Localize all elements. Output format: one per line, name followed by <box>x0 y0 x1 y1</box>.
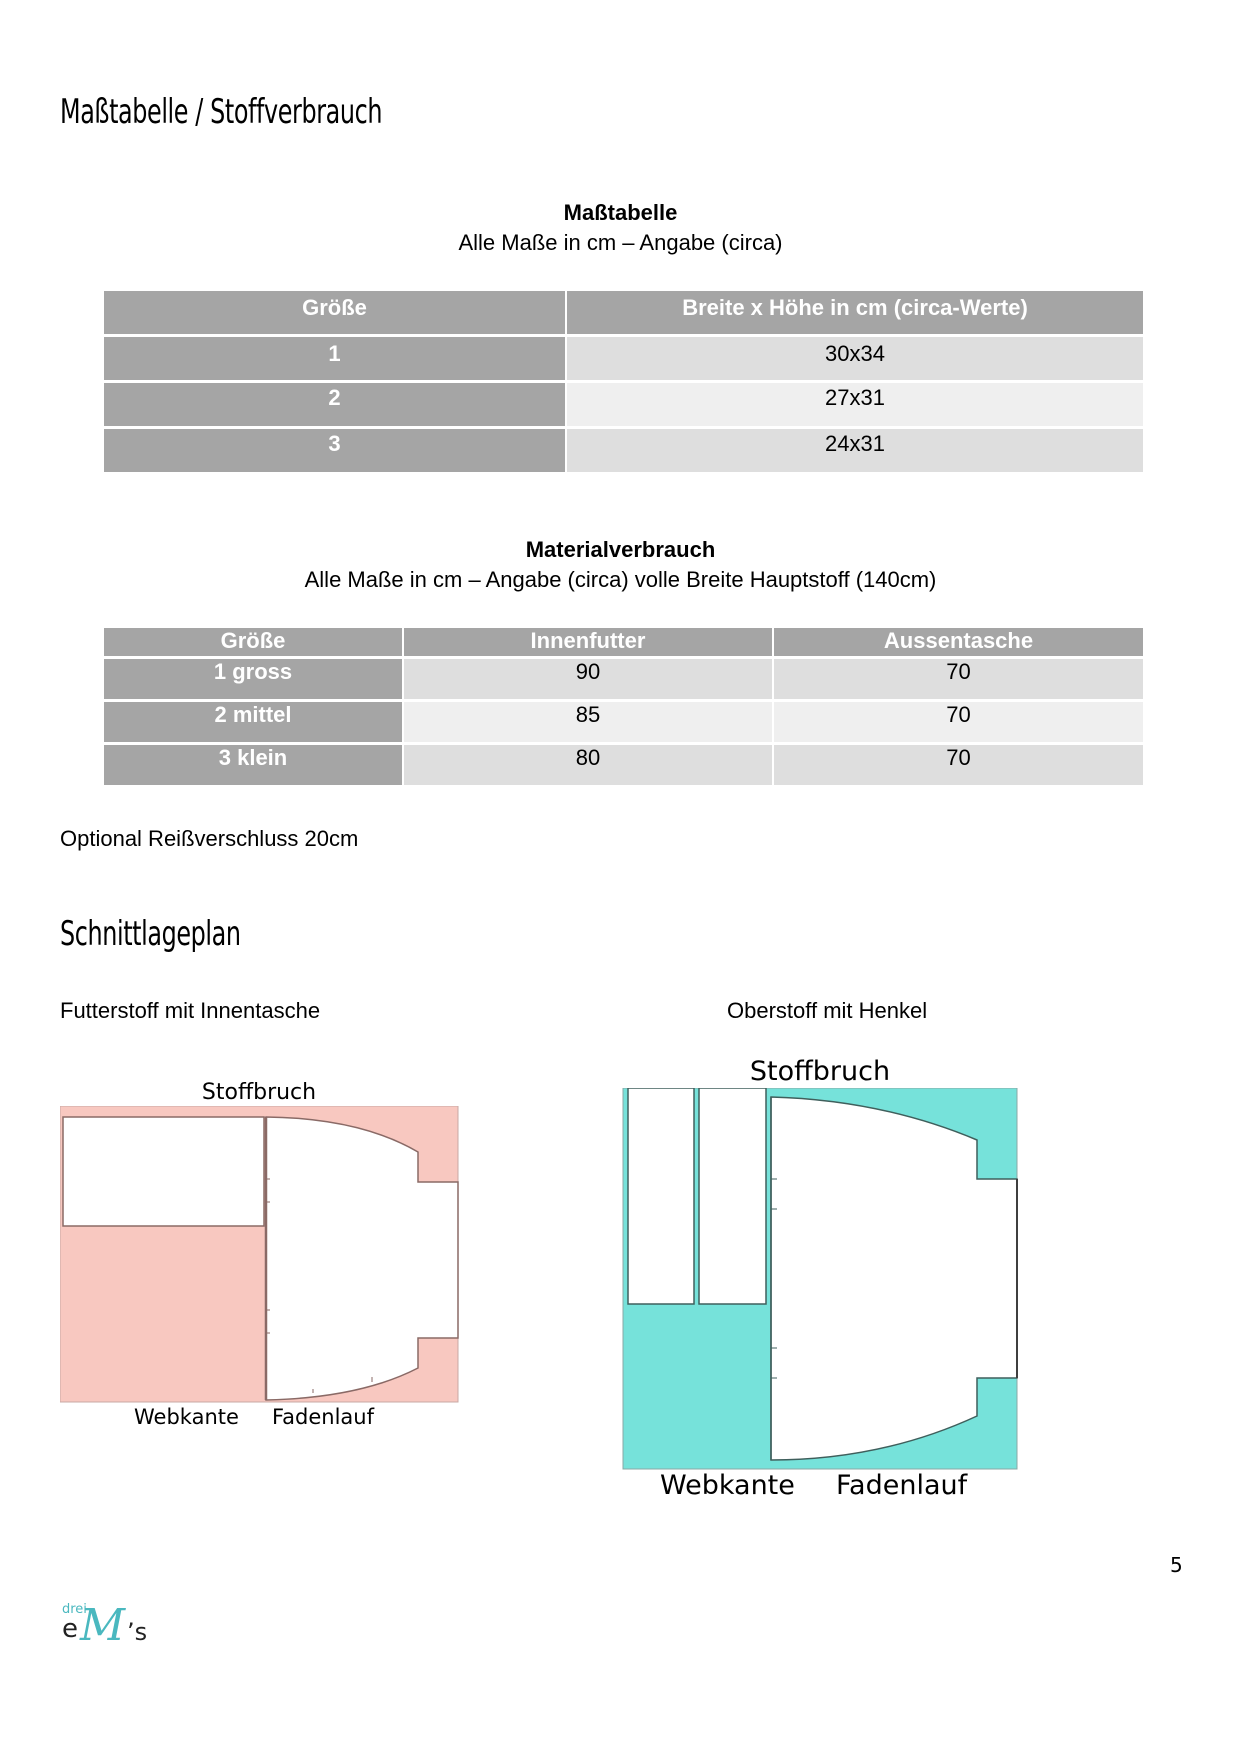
material-table-header-cell: Innenfutter <box>404 628 772 656</box>
left-fold-label: Stoffbruch <box>201 1080 317 1105</box>
page-title: Maßtabelle / Stoffverbrauch <box>60 92 383 132</box>
size-cell: 2 mittel <box>104 702 402 742</box>
table-row <box>104 429 1143 472</box>
layout-plan-heading: Schnittlageplan <box>60 914 241 954</box>
size-cell: 1 <box>104 337 565 380</box>
size-cell: 3 klein <box>104 745 402 785</box>
table-row <box>104 383 1143 426</box>
logo-small-text: drei <box>62 1602 87 1617</box>
handle-piece <box>628 1088 694 1304</box>
table-row <box>104 337 1143 380</box>
size-table-header-cell: Größe <box>104 291 565 334</box>
page-number: 5 <box>1170 1553 1183 1577</box>
material-table-subtitle: Alle Maße in cm – Angabe (circa) volle Breite Hauptstoff (140cm) <box>304 567 937 592</box>
table-row <box>104 659 1143 699</box>
size-table-heading: Maßtabelle <box>563 200 678 225</box>
dimension-cell: 24x31 <box>567 429 1143 472</box>
size-cell: 2 <box>104 383 565 426</box>
lining-cell: 85 <box>404 702 772 742</box>
lining-cell: 90 <box>404 659 772 699</box>
size-table-header-cell: Breite x Höhe in cm (circa-Werte) <box>567 291 1143 334</box>
size-cell: 1 gross <box>104 659 402 699</box>
size-table-subtitle: Alle Maße in cm – Angabe (circa) <box>458 230 783 255</box>
handle-piece <box>699 1088 766 1304</box>
outer-layout-diagram <box>622 1088 1020 1472</box>
right-fold-label: Stoffbruch <box>749 1056 891 1087</box>
table-row <box>104 702 1143 742</box>
left-grain-label: Fadenlauf <box>272 1405 374 1429</box>
logo-letter-s: ’s <box>127 1618 148 1646</box>
dimension-cell: 27x31 <box>567 383 1143 426</box>
material-table-header-cell: Aussentasche <box>774 628 1143 656</box>
material-table <box>102 625 1145 788</box>
dimension-cell: 30x34 <box>567 337 1143 380</box>
right-grain-label: Fadenlauf <box>836 1470 968 1501</box>
lining-cell: 80 <box>404 745 772 785</box>
size-table <box>102 288 1145 475</box>
lining-layout-diagram <box>60 1106 460 1404</box>
brand-logo <box>60 1600 160 1660</box>
outer-plan-title: Oberstoff mit Henkel <box>727 998 928 1023</box>
material-table-header-row <box>104 628 1143 656</box>
material-table-header-cell: Größe <box>104 628 402 656</box>
lining-plan-title: Futterstoff mit Innentasche <box>60 998 321 1023</box>
material-table-heading: Materialverbrauch <box>525 537 716 562</box>
outer-cell: 70 <box>774 745 1143 785</box>
zipper-note: Optional Reißverschluss 20cm <box>60 826 359 851</box>
inner-pocket-piece <box>63 1117 264 1226</box>
outer-cell: 70 <box>774 702 1143 742</box>
outer-cell: 70 <box>774 659 1143 699</box>
size-table-header-row <box>104 291 1143 334</box>
right-selvage-label: Webkante <box>660 1470 795 1501</box>
size-cell: 3 <box>104 429 565 472</box>
logo-letter-e: e <box>62 1614 78 1644</box>
table-row <box>104 745 1143 785</box>
logo-letter-m: M <box>80 1600 126 1651</box>
left-selvage-label: Webkante <box>134 1405 239 1429</box>
